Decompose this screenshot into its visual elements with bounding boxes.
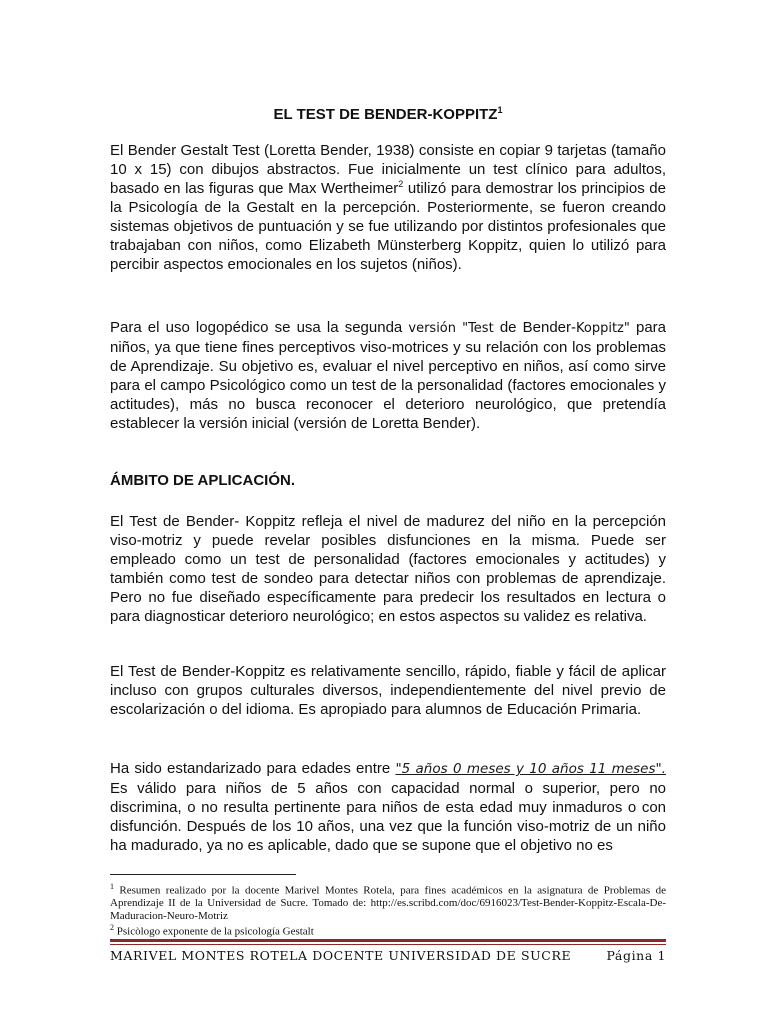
footnote-ref-2: 2 — [398, 179, 404, 189]
footer-rule-thin — [110, 944, 666, 945]
footer-rule-thick — [110, 939, 666, 942]
footnotes — [110, 881, 666, 938]
footnote-divider — [110, 874, 296, 875]
section-heading: ÁMBITO DE APLICACIÓN. — [110, 472, 296, 489]
footnote-2: $^2$ Psicòlogo exponente de la psicología Gestalt — [110, 923, 314, 938]
paragraph-intro: El Bender Gestalt Test (Loretta Bender, 1938) consiste en copiar 9 tarjetas (tamaño 10 x 15) con dibujos abstractos. Fue inicialmente un test clínico para adultos, basado en las figuras que Max Wertheimer$^2$ utilizó para demostrar los principios de la Psicología de la Gestalt en la percepción. Posteriormente, se fueron creando sistemas objetivos de puntuación y se fue utilizando por distintos profesionales que trabajaban con niños, como Elizabeth Münsterberg Koppitz, quien lo utilizó para percibir aspectos emocionales en los sujetos (niños). — [110, 142, 666, 273]
footer-author: MARIVEL MONTES ROTELA DOCENTE UNIVERSIDAD DE SUCRE — [110, 948, 572, 963]
paragraph-ages: Ha sido estandarizado para edades entre "5 años 0 meses y 10 años 11 meses". Es válido para niños de 5 años con capacidad normal o superior, pero no discrimina, o no resulta pertinente para niños de esta edad muy inmaduros o con disfunción. Después de los 10 años, una vez que la función viso-motriz de un niño ha madurado, ya no es aplicable, dado que se supone que el objetivo no es — [110, 760, 667, 854]
paragraph-reliability: El Test de Bender-Koppitz es relativamente sencillo, rápido, fiable y fácil de aplicar incluso con grupos culturales diversos, independientemente del nivel previo de escolarización o del idioma. Es apropiado para alumnos de Educación Primaria. — [110, 663, 666, 718]
title-footnote-ref: 1 — [497, 105, 503, 115]
age-range-link[interactable]: "5 años 0 meses y 10 años 11 meses". — [395, 761, 667, 777]
page-number: Página 1 — [606, 948, 666, 963]
footnote-1: $^1$ Resumen realizado por la docente Marivel Montes Rotela, para fines académicos en la asignatura de Problemas de Aprendizaje II de la Universidad de Sucre. Tomado de: http://es.scribd.com/doc/6916023/Test-Bender-Koppitz-Escala-De-Maduracion-Neuro-Motriz — [110, 882, 666, 922]
document-title: EL TEST DE BENDER-KOPPITZ$^1$ — [273, 105, 503, 123]
paragraph-version: Para el uso logopédico se usa la segunda versión "Test de Bender-Koppitz" para niños, ya que tiene fines perceptivos viso-motrices y su relación con los problemas de Aprendizaje. Su objetivo es, evaluar el nivel perceptivo en niños, así como sirve para el campo Psicológico como un test de la personalidad (factores emocionales y actitudes), más no busca reconocer el deterioro neurológico, que pretendía establecer la versión inicial (versión de Loretta Bender). — [110, 319, 667, 432]
paragraph-scope: El Test de Bender- Koppitz refleja el nivel de madurez del niño en la percepción viso-motriz y puede revelar posibles disfunciones en la misma. Puede ser empleado como un test de personalidad (factores emocionales y actitudes) y también como test de sondeo para detectar niños con problemas de aprendizaje. Pero no fue diseñado específicamente para predecir los resultados en lectura o para diagnosticar deterioro neurológico; en estos aspectos su validez es relativa. — [110, 513, 666, 625]
page-footer — [110, 948, 666, 963]
